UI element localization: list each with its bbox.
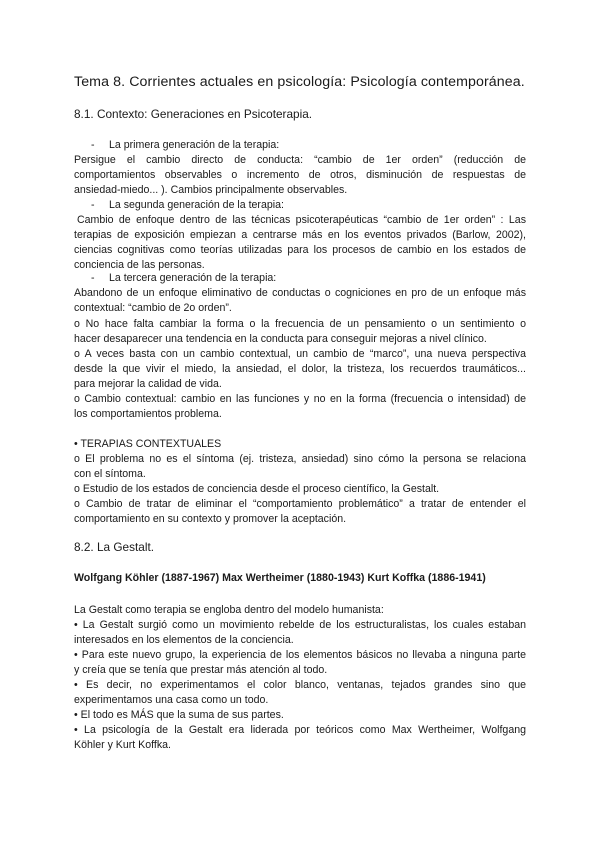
gen3-label: La tercera generación de la terapia: [109,272,277,284]
contextual-heading: • TERAPIAS CONTEXTUALES [74,438,222,450]
paragraph-line: interesados en los elementos de la conciencia. [74,634,294,646]
dash-bullet: - [91,139,95,151]
page-title: Tema 8. Corrientes actuales en psicología: Psicología contemporánea. [74,74,525,90]
paragraph-line: Köhler y Kurt Koffka. [74,739,171,751]
paragraph-line: conciencia de las personas. [74,259,205,271]
paragraph-line: experimentamos una casa como un todo. [74,694,269,706]
paragraph-line: • La psicología de la Gestalt era liderada por teóricos como Max Wertheimer, Wolfgang [74,724,526,736]
paragraph-line: o No hace falta cambiar la forma o la frecuencia de un pensamiento o un sentimiento o [74,318,526,330]
paragraph-line: desde la que vivir el miedo, la ansiedad, el dolor, la tristeza, los recuerdos traumáticos... [74,363,526,375]
paragraph-line: • Para este nuevo grupo, la experiencia de los elementos básicos no llevaba a ninguna parte [74,649,526,661]
paragraph-line: ciencias cognitivas como teorías utilizadas para los procesos de cambio en los estados de [74,244,526,256]
paragraph-line: o Cambio de tratar de eliminar el “comportamiento problemático” a tratar de entender el [74,498,526,510]
paragraph-line: y creía que se tenía que prestar más atención al todo. [74,664,328,676]
paragraph-line: o Cambio contextual: cambio en las funciones y no en la forma (frecuencia o intensidad) de [74,393,526,405]
section-heading-gestalt: 8.2. La Gestalt. [74,540,155,554]
paragraph-line: terapias de exposición empiezan a centrarse más en los eventos privados (Barlow, 2002), [74,229,526,241]
paragraph-line: • El todo es MÁS que la suma de sus partes. [74,709,284,721]
gen2-label: La segunda generación de la terapia: [109,199,284,211]
paragraph-line: Cambio de enfoque dentro de las técnicas psicoterapéuticas “cambio de 1er orden” : Las [77,214,526,226]
paragraph-line: ansiedad-miedo... ). Cambios principalmente observables. [74,184,348,196]
paragraph-line: Persigue el cambio directo de conducta: “cambio de 1er orden” (reducción de [74,154,526,166]
paragraph-line: con el síntoma. [74,468,146,480]
paragraph-line: o Estudio de los estados de conciencia desde el proceso científico, la Gestalt. [74,483,440,495]
paragraph-line: La Gestalt como terapia se engloba dentro del modelo humanista: [74,604,384,616]
paragraph-line: los comportamientos problema. [74,408,222,420]
paragraph-line: comportamientos observables o incremento de otros, disminución de respuestas de [74,169,526,181]
paragraph-line: Abandono de un enfoque eliminativo de conductas o cogniciones en pro de un enfoque más [74,287,526,299]
dash-bullet: - [91,272,95,284]
paragraph-line: o A veces basta con un cambio contextual, un cambio de “marco”, una nueva perspectiva [74,348,526,360]
paragraph-line: para mejorar la calidad de vida. [74,378,222,390]
paragraph-line: hacer desaparecer una tendencia en la conducta para conseguir mejoras a nivel clínico. [74,333,487,345]
gen1-label: La primera generación de la terapia: [109,139,280,151]
paragraph-line: • La Gestalt surgió como un movimiento rebelde de los estructuralistas, los cuales estaban [74,619,526,631]
section-heading-context: 8.1. Contexto: Generaciones en Psicoterapia. [74,107,313,121]
dash-bullet: - [91,199,95,211]
paragraph-line: comportamiento en su contexto y promover la aceptación. [74,513,347,525]
authors-line: Wolfgang Köhler (1887-1967) Max Wertheimer (1880-1943) Kurt Koffka (1886-1941) [74,572,486,584]
paragraph-line: • Es decir, no experimentamos el color blanco, ventanas, tejados grandes sino que [74,679,526,691]
paragraph-line: contextual: “cambio de 2o orden”. [74,302,232,314]
paragraph-line: o El problema no es el síntoma (ej. tristeza, ansiedad) sino cómo la persona se relaciona [74,453,526,465]
